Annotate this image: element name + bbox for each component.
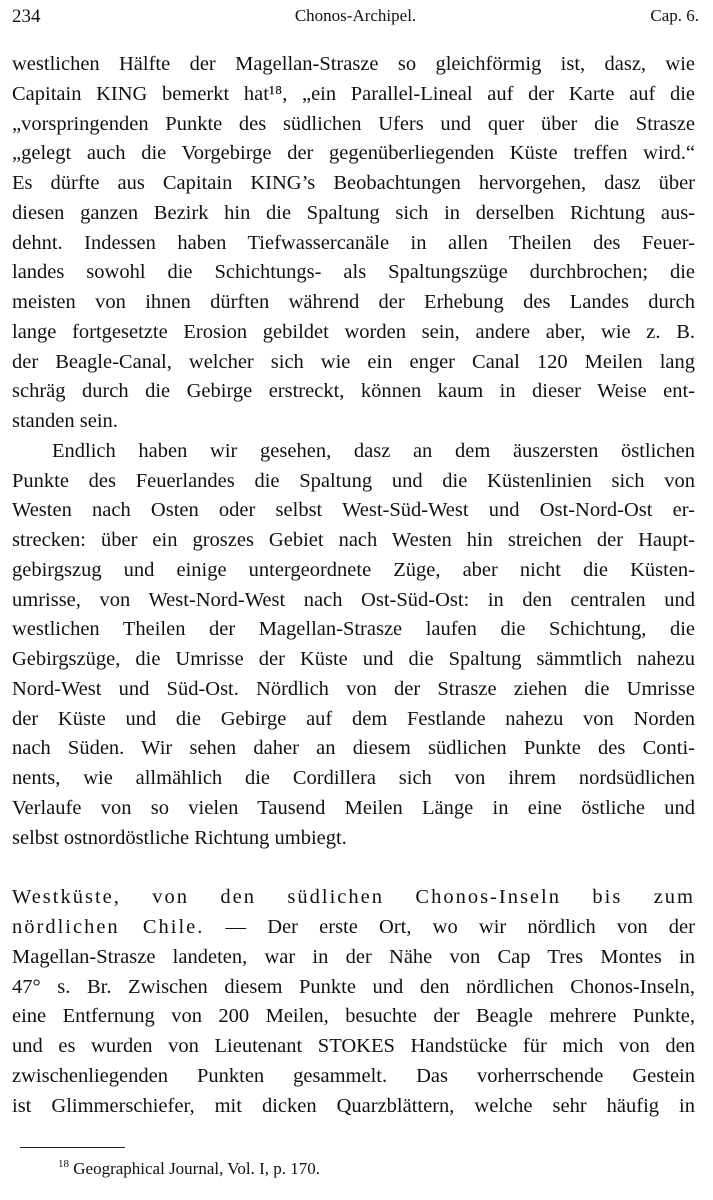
- text-line: westlichen Theilen der Magellan-Strasze laufen die Schichtung, die: [12, 618, 695, 641]
- text-line: 47° s. Br. Zwischen diesem Punkte und den nördlichen Chonos-Inseln,: [12, 975, 695, 998]
- text-line: gebirgszug und einige untergeordnete Züge, aber nicht die Küsten-: [12, 558, 695, 581]
- section-text: — Der erste Ort, wo wir nördlich von der: [204, 916, 695, 938]
- text-line: Westen nach Osten oder selbst West-Süd-West und Ost-Nord-Ost er-: [12, 499, 695, 522]
- section-heading-continued: nördlichen Chile.: [12, 916, 205, 938]
- text-line: umrisse, von West-Nord-West nach Ost-Süd-Ost: in den centralen und: [12, 588, 695, 611]
- running-title: Chonos-Archipel.: [294, 6, 417, 25]
- paragraph-1: [12, 50, 695, 437]
- text-line: zwischenliegenden Punkten gesammelt. Das vorherrschende Gestein: [12, 1064, 695, 1087]
- text-line: Endlich haben wir gesehen, dasz an dem äuszersten östlichen: [52, 439, 695, 462]
- text-line: dehnt. Indessen haben Tiefwassercanäle in allen Theilen des Feuer-: [12, 231, 695, 254]
- section-westkueste: [12, 883, 695, 1121]
- text-line: nach Süden. Wir sehen daher an diesem südlichen Punkte des Conti-: [12, 737, 695, 760]
- text-line: ist Glimmerschiefer, mit dicken Quarzblättern, welche sehr häufig in: [12, 1094, 695, 1117]
- body-text: [12, 50, 695, 1121]
- text-line: nents, wie allmählich die Cordillera sich von ihrem nordsüdlichen: [12, 767, 695, 789]
- paragraph-2: [12, 437, 695, 854]
- text-line: Punkte des Feuerlandes die Spaltung und die Küstenlinien sich von: [12, 469, 695, 492]
- text-line: selbst ostnordöstliche Richtung umbiegt.: [12, 826, 347, 849]
- chapter-label: Cap. 6.: [650, 6, 699, 25]
- section-gap: [12, 853, 695, 883]
- text-line: Verlaufe von so vielen Tausend Meilen Länge in eine östliche und: [12, 796, 695, 819]
- footnote: [58, 1158, 320, 1180]
- text-line: der Küste und die Gebirge auf dem Festlande nahezu von Norden: [12, 707, 695, 730]
- page-number: 234: [12, 6, 41, 27]
- text-line: standen sein.: [12, 410, 118, 432]
- text-line: Gebirgszüge, die Umrisse der Küste und die Spaltung sämmtlich nahezu: [12, 648, 695, 670]
- running-head: [12, 6, 699, 34]
- section-heading: Westküste, von den südlichen Chonos-Inseln bis zum: [12, 886, 695, 909]
- text-line: und es wurden von Lieutenant STOKES Handstücke für mich von den: [12, 1035, 695, 1057]
- text-line: lange fortgesetzte Erosion gebildet worden sein, andere aber, wie z. B.: [12, 320, 695, 343]
- footnote-rule: [20, 1147, 125, 1148]
- text-line: „gelegt auch die Vorgebirge der gegenüberliegenden Küste treffen wird.“: [12, 142, 695, 165]
- text-line: strecken: über ein groszes Gebiet nach Westen hin streichen der Haupt-: [12, 529, 695, 551]
- text-line: meisten von ihnen dürften während der Erhebung des Landes durch: [12, 291, 695, 313]
- text-line: der Beagle-Canal, welcher sich wie ein enger Canal 120 Meilen lang: [12, 350, 695, 373]
- text-line: „vorspringenden Punkte des südlichen Ufers und quer über die Strasze: [12, 112, 695, 135]
- text-line: landes sowohl die Schichtungs- als Spaltungszüge durchbrochen; die: [12, 261, 695, 284]
- text-line: schräg durch die Gebirge erstreckt, können kaum in dieser Weise ent-: [12, 380, 695, 403]
- text-line: diesen ganzen Bezirk hin die Spaltung sich in derselben Richtung aus-: [12, 201, 695, 224]
- text-line: Magellan-Strasze landeten, war in der Nähe von Cap Tres Montes in: [12, 945, 695, 968]
- footnote-marker: 18: [58, 1158, 69, 1170]
- footnote-text: Geographical Journal, Vol. I, p. 170.: [73, 1159, 321, 1178]
- text-line: Es dürfte aus Capitain KING’s Beobachtungen hervorgehen, dasz über: [12, 172, 695, 194]
- text-line: westlichen Hälfte der Magellan-Strasze so gleichförmig ist, dasz, wie: [12, 53, 695, 75]
- text-line: eine Entfernung von 200 Meilen, besuchte der Beagle mehrere Punkte,: [12, 1005, 695, 1028]
- text-line: Nord-West und Süd-Ost. Nördlich von der Strasze ziehen die Umrisse: [12, 677, 695, 700]
- text-line: [12, 913, 695, 943]
- text-line: Capitain KING bemerkt hat¹⁸, „ein Parallel-Lineal auf der Karte auf die: [12, 82, 695, 105]
